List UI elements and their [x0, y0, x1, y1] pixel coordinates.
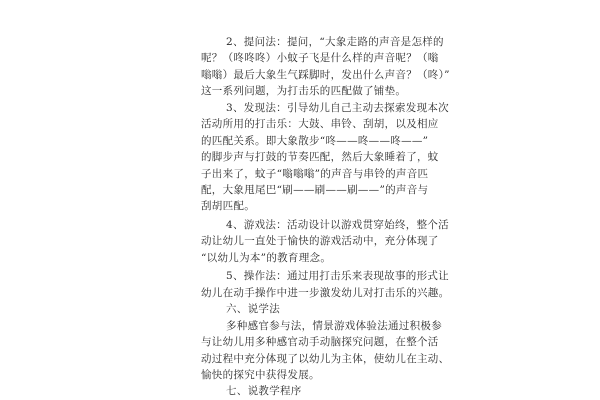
text-line: “以幼儿为本”的教育理念。	[201, 252, 332, 264]
text-line: 这一系列问题，为打击乐的匹配做了铺垫。	[201, 85, 407, 97]
text-line: 的脚步声与打鼓的节奏匹配，然后大象睡着了，蚊	[201, 151, 439, 163]
text-line: 的匹配关系。即大象散步“咚——咚——咚——”	[201, 135, 429, 147]
text-line: 动让幼儿一直处于愉快的游戏活动中，充分体现了	[201, 235, 439, 247]
text-line: 4、游戏法：活动设计以游戏贯穿始终，整个活	[226, 219, 449, 231]
text-line: 配，大象甩尾巴“刷——刷——刷——”的声音与	[201, 184, 429, 196]
text-line: 3、发现法：引导幼儿自己主动去探索发现本次	[226, 102, 449, 114]
text-line: 愉快的探究中获得发展。	[201, 369, 320, 381]
text-line: 动过程中充分体现了以幼儿为主体，使幼儿在主动、	[201, 353, 450, 365]
text-line: 幼儿在动手操作中进一步激发幼儿对打击乐的兴趣。	[201, 287, 450, 299]
section-heading: 六、说学法	[226, 303, 280, 315]
text-line: 与让幼儿用多种感官动手动脑探究问题，在整个活	[201, 336, 439, 348]
text-line: 活动所用的打击乐：大鼓、串铃、刮胡，以及相应	[201, 118, 439, 130]
section-heading: 七、说教学程序	[226, 385, 302, 397]
text-line: 呢？（咚咚咚）小蚊子飞是什么样的声音呢？（嗡	[201, 52, 439, 64]
text-line: 多种感官参与法，情景游戏体验法通过积极参	[226, 320, 442, 332]
text-line: 2、提问法：提问，“大象走路的声音是怎样的	[226, 36, 444, 48]
text-line: 5、操作法：通过用打击乐来表现故事的形式让	[226, 270, 449, 282]
text-line: 子出来了，蚊子“嗡嗡嗡”的声音与串铃的声音匹	[201, 168, 429, 180]
text-line: 嗡嗡）最后大象生气踩脚时，发出什么声音？（咚）”	[201, 69, 450, 81]
text-line: 刮胡匹配。	[201, 200, 255, 212]
